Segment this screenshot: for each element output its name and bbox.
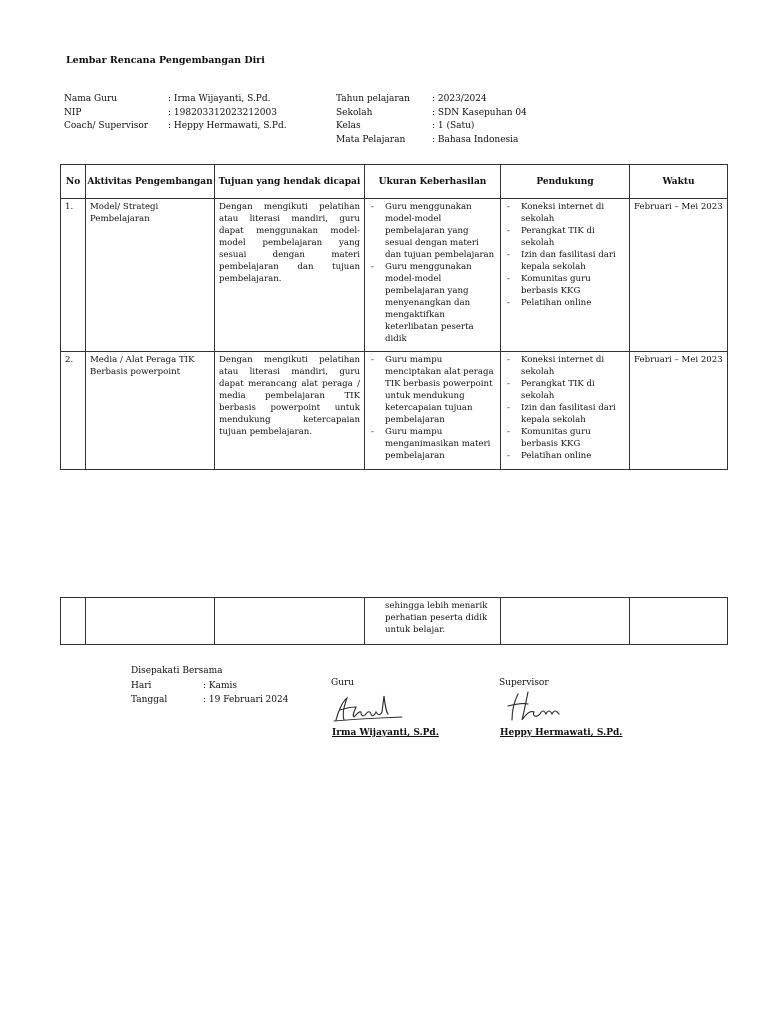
support-item: - Komunitas guru berbasis KKG [505,426,625,450]
info-label: Coach/ Supervisor [64,121,149,131]
success-cell [365,598,501,645]
success-item: - Guru menggunakan model-model pembelajaran yang sesuai dengan materi dan tujuan pembelajaran [369,201,496,261]
support-item: - Komunitas guru berbasis KKG [505,273,625,297]
supervisor-role-label: Supervisor [499,678,549,688]
info-label: Sekolah [336,107,373,118]
document-title: Lembar Rencana Pengembangan Diri [66,55,265,66]
info-row-sekolah [336,107,527,121]
table-header-row [61,165,728,199]
table-row [61,199,728,352]
info-row-nip [64,107,287,121]
info-row-tahun-pelajaran [336,93,527,107]
column-header-support: Pendukung [501,165,630,199]
info-value: : Heppy Hermawati, S.Pd. [168,121,287,131]
teacher-role-label: Guru [331,678,355,688]
row-number: 1. [61,199,86,352]
support-item: - Perangkat TIK di sekolah [505,225,625,249]
activity-cell [86,598,215,645]
time-cell: Februari – Mei 2023 [630,352,728,470]
date-label: Tanggal [131,695,168,705]
column-header-goal: Tujuan yang hendak dicapai [215,165,365,199]
support-item: - Koneksi internet di sekolah [505,354,625,378]
supervisor-signature [504,688,574,726]
column-header-time: Waktu [630,165,728,199]
info-row-nama-guru [64,93,287,107]
info-value: : 2023/2024 [432,94,487,104]
success-continuation-text: sehingga lebih menarik perhatian peserta didik untuk belajar. [385,601,488,635]
activity-cell: Model/ Strategi Pembelajaran [86,199,215,352]
info-value: : SDN Kasepuhan 04 [432,107,527,118]
support-cell [501,199,630,352]
agreement-heading: Disepakati Bersama [131,666,223,676]
row-number [61,598,86,645]
table-row [61,352,728,470]
support-item: - Pelatihan online [505,297,625,309]
info-value: : Irma Wijayanti, S.Pd. [168,94,271,104]
info-label: NIP [64,107,82,118]
support-item: - Izin dan fasilitasi dari kepala sekolah [505,402,625,426]
goal-cell: Dengan mengikuti pelatihan atau literasi mandiri, guru dapat merancang alat peraga / media pembelajaran TIK berbasis powerpoint untuk mendukung ketercapaian tujuan pembelajaran. [215,352,365,470]
success-item: - Guru mampu menciptakan alat peraga TIK berbasis powerpoint untuk mendukung ketercapaian tujuan pembelajaran [369,354,496,426]
table-row [61,598,728,645]
date-value: : 19 Februari 2024 [203,695,289,705]
teacher-name: Irma Wijayanti, S.Pd. [332,728,439,738]
development-plan-table-continuation [60,597,728,645]
activity-cell: Media / Alat Peraga TIK Berbasis powerpoint [86,352,215,470]
success-cell [365,199,501,352]
info-label: Nama Guru [64,94,118,104]
teacher-signature [330,690,410,726]
school-info-block [336,93,527,147]
time-cell: Februari – Mei 2023 [630,199,728,352]
supervisor-name: Heppy Hermawati, S.Pd. [500,728,623,738]
column-header-activity: Aktivitas Pengembangan [86,165,215,199]
success-cell [365,352,501,470]
support-cell [501,598,630,645]
info-label: Kelas [336,121,361,131]
info-label: Mata Pelajaran [336,134,406,145]
info-row-supervisor [64,120,287,134]
info-value: : 198203312023212003 [168,107,277,118]
column-header-no: No [61,165,86,199]
success-item: - Guru mampu menganimasikan materi pembelajaran [369,426,496,462]
success-list [369,201,496,345]
support-list [505,201,625,309]
info-value: : 1 (Satu) [432,121,475,131]
info-label: Tahun pelajaran [336,94,410,104]
support-item: - Koneksi internet di sekolah [505,201,625,225]
success-item: - Guru menggunakan model-model pembelajaran yang menyenangkan dan mengaktifkan keterlibatan peserta didik [369,261,496,345]
agreement-day-row [131,679,288,694]
goal-cell [215,598,365,645]
row-number: 2. [61,352,86,470]
support-list [505,354,625,462]
agreement-block [131,664,288,708]
support-item: - Pelatihan online [505,450,625,462]
agreement-date-row [131,693,288,708]
info-value: : Bahasa Indonesia [432,134,519,145]
support-item: - Izin dan fasilitasi dari kepala sekolah [505,249,625,273]
development-plan-table [60,164,728,470]
support-cell [501,352,630,470]
info-row-mata-pelajaran [336,134,527,148]
info-row-kelas [336,120,527,134]
goal-cell: Dengan mengikuti pelatihan atau literasi mandiri, guru dapat menggunakan model-model pembelajaran yang sesuai dengan materi pembelajaran dan tujuan pembelajaran. [215,199,365,352]
support-item: - Perangkat TIK di sekolah [505,378,625,402]
time-cell [630,598,728,645]
teacher-info-block [64,93,287,134]
column-header-success: Ukuran Keberhasilan [365,165,501,199]
day-label: Hari [131,680,152,691]
success-list [369,354,496,462]
day-value: : Kamis [203,680,238,691]
